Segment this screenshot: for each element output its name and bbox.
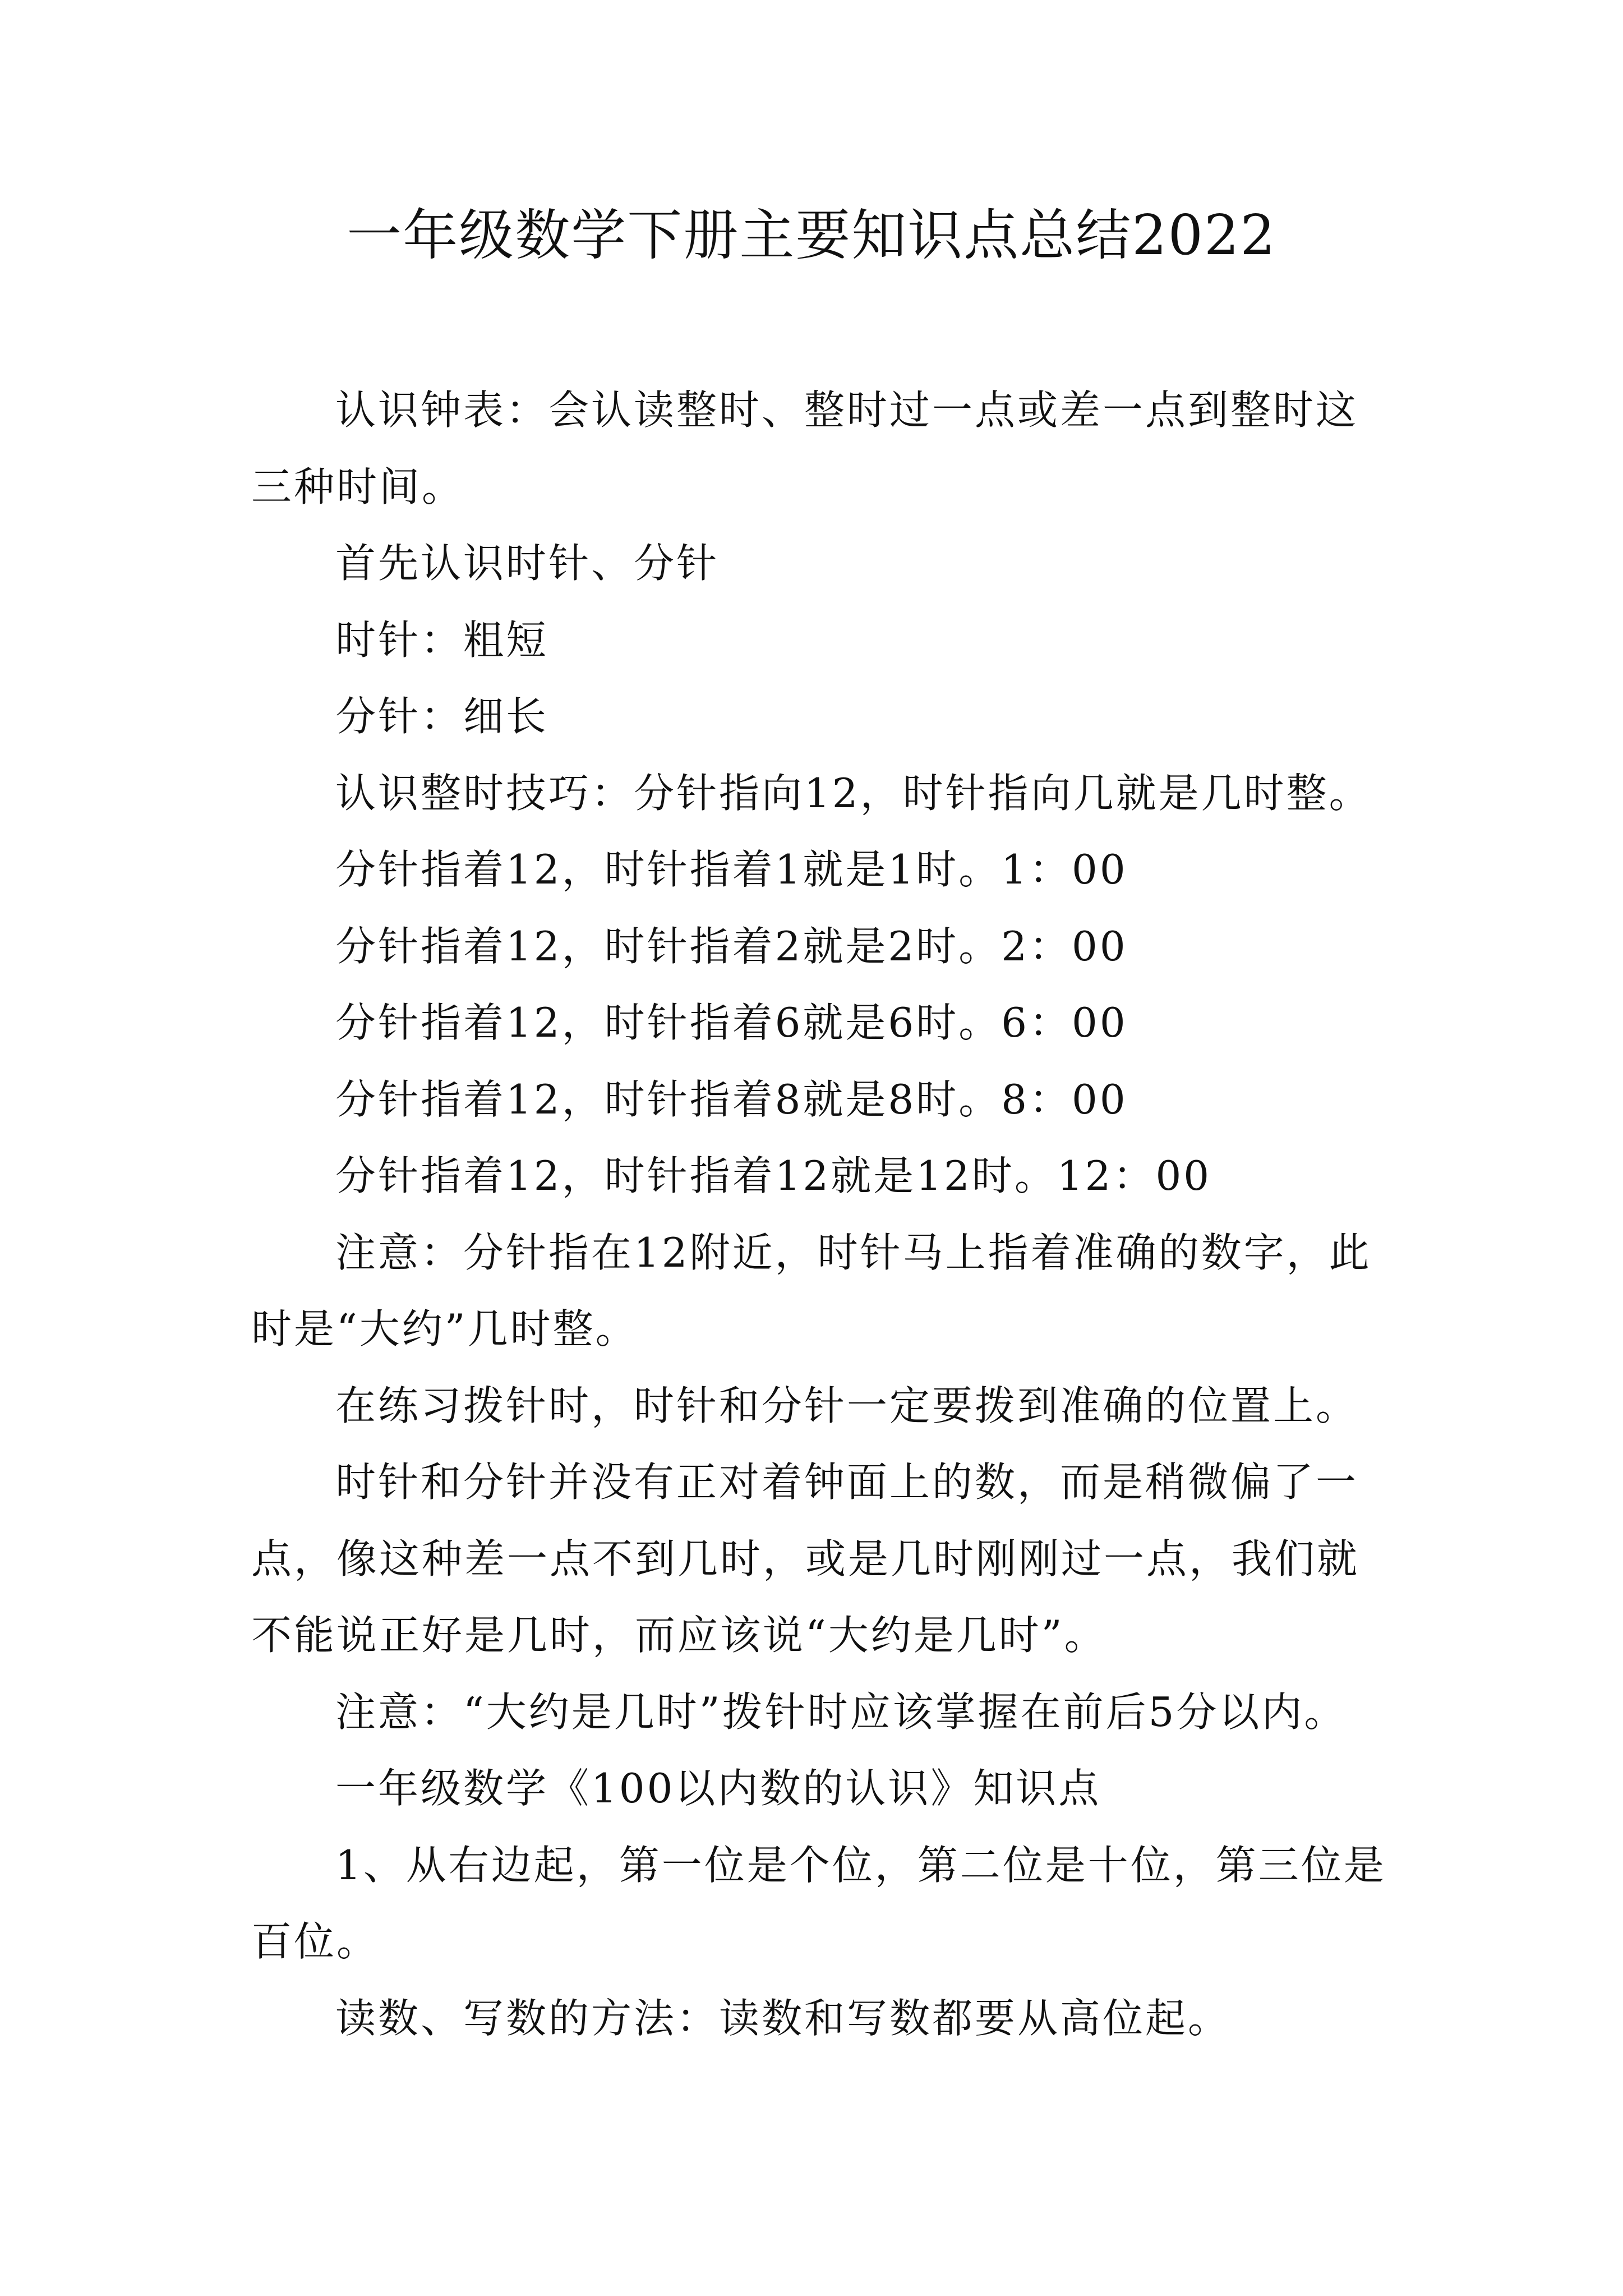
paragraph-example-2: 分针指着12，时针指着2就是2时。2：00 [335, 922, 1128, 970]
paragraph-hour-hand: 时针：粗短 [335, 616, 549, 664]
paragraph-read-write: 读数、写数的方法：读数和写数都要从高位起。 [335, 1994, 1231, 2042]
paragraph-hands-intro: 首先认识时针、分针 [335, 540, 720, 587]
paragraph-example-8: 分针指着12，时针指着8就是8时。8：00 [335, 1075, 1128, 1123]
paragraph-practice: 在练习拨针时，时针和分针一定要拨到准确的位置上。 [335, 1382, 1359, 1429]
paragraph-minute-hand: 分针：细长 [335, 693, 549, 740]
paragraph-example-1: 分针指着12，时针指着1就是1时。1：00 [335, 846, 1128, 893]
paragraph-section-heading: 一年级数学《100以内数的认识》知识点 [335, 1765, 1101, 1812]
paragraph-offset-explain: 时针和分针并没有正对着钟面上的数，而是稍微偏了一点，像这种差一点不到几时，或是几时刚刚过一点，我们就不能说正好是几时，而应该说“大约是几时”。 [251, 1458, 1360, 1659]
document-body [251, 372, 1395, 2056]
paragraph-note-approx: 注意：分针指在12附近，时针马上指着准确的数字，此时是“大约”几时整。 [251, 1228, 1372, 1352]
document-title: 一年级数学下册主要知识点总结2022 [347, 204, 1276, 268]
paragraph-note-five-min: 注意：“大约是几时”拨针时应该掌握在前后5分以内。 [335, 1688, 1347, 1736]
paragraph-example-12: 分针指着12，时针指着12就是12时。12：00 [335, 1152, 1212, 1199]
paragraph-example-6: 分针指着12，时针指着6就是6时。6：00 [335, 999, 1128, 1046]
paragraph-place-values: 1、从右边起，第一位是个位，第二位是十位，第三位是百位。 [251, 1841, 1386, 1965]
paragraph-whole-hour-tip: 认识整时技巧：分针指向12，时针指向几就是几时整。 [335, 769, 1372, 817]
paragraph-clock-intro: 认识钟表：会认读整时、整时过一点或差一点到整时这三种时间。 [251, 386, 1359, 510]
